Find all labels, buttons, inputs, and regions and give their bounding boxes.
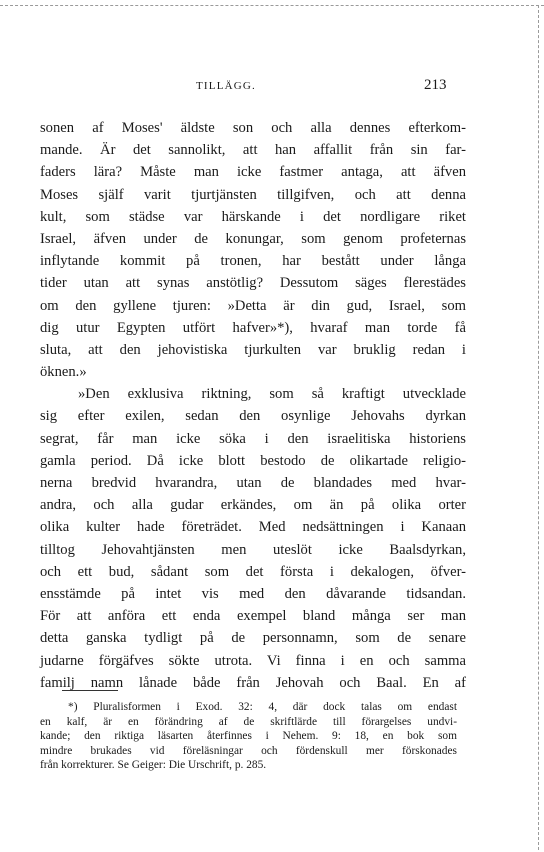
body-line: inflytande kommit på tronen, har bestått under långa [40,253,466,270]
page-right-border [538,5,539,850]
body-line: och ett bud, sådant som det första i dekalogen, öfver- [40,563,466,580]
body-line: kult, som städse var härskande i det nordligare riket [40,208,466,225]
footnote-line: från korrekturer. Se Geiger: Die Urschrift, p. 285. [40,759,267,772]
paragraph-start-line: »Den exklusiva riktning, som så kraftigt utvecklade [78,386,466,403]
body-line: ensstämde på intet vis med den dåvarande tidsandan. [40,585,466,602]
footnote-separator [62,690,118,691]
body-line: För att anföra ett enda exempel bland många ser man [40,608,466,625]
body-line: tider utan att synas anstötlig? Dessutom säges flerestädes [40,275,466,292]
footnote [40,700,457,773]
body-line: gamla period. Då icke blott bestodo de olikartade religio- [40,452,466,469]
body-line: detta ganska tydligt på de personnamn, som de senare [40,630,466,647]
body-line: andra, och alla gudar erkändes, om än på olika orter [40,497,466,514]
body-text [40,117,466,694]
body-line: öknen.» [40,364,87,381]
body-line: Israel, äfven under de konungar, som genom profeternas [40,230,466,247]
page-number: 213 [424,77,447,93]
body-line: segrat, får man icke söka i den israelitiska historiens [40,430,466,447]
running-head [0,77,544,95]
body-line: familj namn lånade både från Jehovah och Baal. En af [40,674,466,691]
page-top-border [0,5,544,6]
body-line: om den gyllene tjuren: »Detta är din gud, Israel, som [40,297,466,314]
body-line: tilltog Jehovahtjänsten men uteslöt icke Baalsdyrkan, [40,541,466,558]
running-title: TILLÄGG. [196,80,257,92]
footnote-line: kande; den riktiga läsarten återfinnes i Nehem. 9: 18, en bok som [40,730,457,743]
body-line: sluta, att den jehovistiska tjurkulten var bruklig redan i [40,341,466,358]
body-line: olika kulter hade företrädet. Med nedsättningen i Kanaan [40,519,466,536]
body-line: nerna bredvid hvarandra, utan de blandades med hvar- [40,475,466,491]
body-line: Moses själf varit tjurtjänsten tillgifven, och att denna [40,186,466,203]
footnote-line: *) Pluralisformen i Exod. 32: 4, där dock talas om endast [68,701,457,713]
body-line: sig efter exilen, sedan den osynlige Jehovahs dyrkan [40,408,466,425]
body-line: faders lära? Måste man icke fastmer antaga, att äfven [40,164,466,181]
footnote-line: mindre brukades vid föreläsningar och fördenskull mer förskonades [40,744,457,757]
footnote-line: en kalf, är en förändring af de skriftlärde till förargelses undvi- [40,715,457,728]
body-line: mande. Är det sannolikt, att han affallit från sin far- [40,142,466,159]
body-line: judarne förgäfves sökte utrota. Vi finna i en och samma [40,652,466,669]
body-line: sonen af Moses' äldste son och alla dennes efterkom- [40,120,466,136]
body-line: dig utur Egypten utfört hafver»*), hvaraf man torde få [40,319,466,336]
